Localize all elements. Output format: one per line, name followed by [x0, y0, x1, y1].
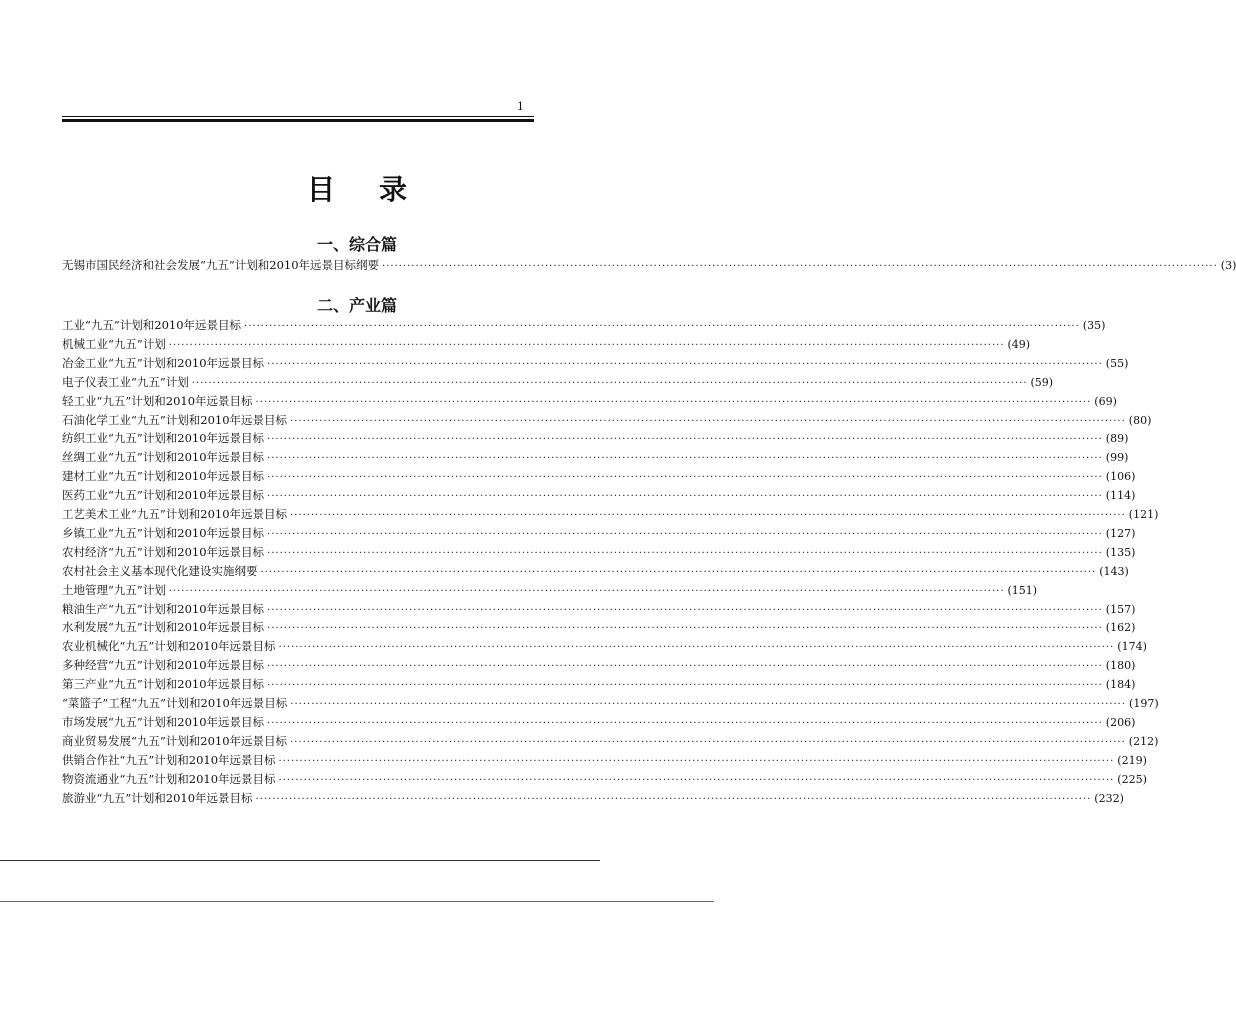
toc-entry [62, 506, 1159, 522]
toc-entry [62, 695, 1159, 711]
toc-entry-page: (99) [1105, 451, 1129, 465]
toc-entry [62, 657, 1136, 673]
toc-entry-title: “菜篮子”工程“九五”计划和2010年远景目标 [62, 696, 288, 710]
toc-entry-title: 土地管理“九五”计划 [62, 582, 166, 597]
scan-edge-rule [0, 901, 714, 902]
toc-entry-page: (69) [1094, 394, 1117, 408]
toc-entry-title: 多种经营“九五”计划和2010年远景目标 [62, 658, 265, 673]
toc-entry-title: 乡镇工业“九五”计划和2010年远景目标 [62, 525, 265, 540]
toc-entry-page: (80) [1128, 413, 1152, 427]
toc-entry-title: 粮油生产“九五”计划和2010年远景目标 [62, 601, 265, 616]
toc-entry-title: 无锡市国民经济和社会发展“九五”计划和2010年远景目标纲要 [62, 258, 380, 272]
toc-leader-dots: ········································································································································································································ [290, 415, 1126, 427]
toc-entry-title: 电子仪表工业“九五”计划 [62, 374, 189, 389]
toc-entry [62, 752, 1147, 768]
toc-entry-title: 工艺美术工业“九五”计划和2010年远景目标 [62, 507, 288, 521]
toc-entry-page: (55) [1105, 356, 1129, 370]
toc-entry-title: 医药工业“九五”计划和2010年远景目标 [62, 488, 265, 503]
toc-entry [62, 355, 1129, 371]
toc-entry-title: 机械工业“九五”计划 [62, 336, 166, 351]
toc-entry-title: 供销合作社“九五”计划和2010年远景目标 [62, 752, 276, 767]
toc-entry-title: 第三产业“九五”计划和2010年远景目标 [62, 677, 265, 692]
toc-leader-dots: ········································································································································································································ [244, 321, 1080, 332]
toc-leader-dots: ········································································································································································································ [191, 377, 1028, 389]
toc-leader-dots: ········································································································································································································ [278, 755, 1115, 767]
toc-leader-dots: ········································································································································································································ [267, 472, 1103, 484]
toc-entry [62, 257, 1236, 273]
toc-entry-title: 农业机械化“九五”计划和2010年远景目标 [62, 639, 276, 654]
toc-entry-page: (114) [1105, 489, 1136, 503]
toc-entry-title: 农村社会主义基本现代化建设实施纲要 [62, 563, 258, 578]
toc-entry-title: 纺织工业“九五”计划和2010年远景目标 [62, 431, 265, 446]
toc-entry-title: 商业贸易发展“九五”计划和2010年远景目标 [62, 733, 288, 748]
toc-entry-page: (197) [1129, 697, 1159, 710]
toc-entry [62, 317, 1106, 333]
toc-entry-page: (143) [1099, 564, 1129, 578]
toc-leader-dots: ········································································································································································································ [267, 491, 1103, 503]
toc-entry-title: 冶金工业“九五”计划和2010年远景目标 [62, 355, 265, 370]
toc-entry-title: 旅游业“九五”计划和2010年远景目标 [62, 790, 253, 805]
toc-leader-dots: ········································································································································································································ [267, 680, 1103, 692]
toc-entry [62, 771, 1147, 787]
section-heading-general: 一、综合篇 [316, 235, 397, 254]
toc-entry-page: (151) [1007, 583, 1038, 597]
toc-entry [62, 714, 1136, 730]
toc-leader-dots: ········································································································································································································ [267, 623, 1103, 635]
toc-leader-dots: ········································································································································································································ [267, 717, 1103, 729]
toc-entry-page: (157) [1105, 602, 1136, 616]
toc-entry-page: (206) [1105, 715, 1136, 729]
toc-leader-dots: ········································································································································································································ [267, 547, 1103, 559]
toc-leader-dots: ········································································································································································································ [260, 566, 1097, 578]
toc-entry-title: 石油化学工业“九五”计划和2010年远景目标 [62, 412, 288, 427]
toc-leader-dots: ········································································································································································································ [255, 793, 1092, 805]
toc-entry [62, 676, 1136, 692]
toc-leader-dots: ········································································································································································································ [278, 774, 1115, 786]
toc-entry [62, 790, 1124, 806]
toc-leader-dots: ········································································································································································································ [290, 736, 1126, 748]
toc-entry-page: (89) [1105, 432, 1129, 446]
toc-entry-title: 农村经济“九五”计划和2010年远景目标 [62, 544, 265, 559]
toc-leader-dots: ········································································································································································································ [290, 510, 1126, 521]
toc-entry-title: 丝绸工业“九五”计划和2010年远景目标 [62, 450, 265, 465]
toc-entry-page: (174) [1117, 640, 1147, 654]
toc-entry [62, 601, 1136, 617]
toc-entry [62, 638, 1147, 654]
toc-entry-page: (106) [1105, 470, 1136, 484]
toc-entry [62, 733, 1159, 749]
toc-entry-page: (59) [1030, 375, 1054, 389]
toc-leader-dots: ········································································································································································································ [382, 261, 1218, 272]
header-rule-thick [62, 119, 534, 122]
toc-entry-title: 物资流通业“九五”计划和2010年远景目标 [62, 771, 276, 786]
page-number: 1 [517, 100, 524, 113]
toc-entry [62, 487, 1136, 503]
toc-leader-dots: ········································································································································································································ [290, 699, 1127, 710]
toc-leader-dots: ········································································································································································································ [255, 396, 1092, 408]
toc-entry-title: 工业“九五”计划和2010年远景目标 [62, 318, 242, 332]
toc-leader-dots: ········································································································································································································ [267, 453, 1103, 465]
toc-leader-dots: ········································································································································································································ [267, 604, 1103, 616]
toc-entry-page: (232) [1094, 791, 1124, 805]
toc-entry-title: 轻工业“九五”计划和2010年远景目标 [62, 393, 253, 408]
toc-leader-dots: ········································································································································································································ [267, 434, 1103, 446]
toc-entry-page: (135) [1105, 545, 1136, 559]
toc-entry-page: (49) [1007, 337, 1031, 351]
page-title: 目录 [306, 173, 451, 206]
header-rule-thin [62, 116, 534, 117]
toc-entry-page: (180) [1105, 659, 1136, 673]
toc-entry [62, 619, 1136, 635]
toc-entry [62, 468, 1136, 484]
toc-entry [62, 336, 1031, 352]
toc-entry-title: 水利发展“九五”计划和2010年远景目标 [62, 620, 265, 635]
toc-entry-title: 市场发展“九五”计划和2010年远景目标 [62, 714, 265, 729]
toc-entry [62, 582, 1038, 598]
toc-entry-title: 建材工业“九五”计划和2010年远景目标 [62, 469, 265, 484]
toc-leader-dots: ········································································································································································································ [267, 358, 1103, 370]
toc-leader-dots: ········································································································································································································ [267, 528, 1103, 540]
toc-entry-page: (162) [1105, 621, 1136, 635]
toc-entry [62, 393, 1117, 409]
toc-entry [62, 544, 1136, 560]
toc-entry-page: (121) [1128, 508, 1159, 521]
section-heading-industry: 二、产业篇 [316, 296, 397, 315]
toc-leader-dots: ········································································································································································································ [267, 661, 1103, 673]
toc-entry [62, 449, 1129, 465]
toc-entry [62, 563, 1129, 579]
toc-entry-page: (225) [1117, 772, 1147, 786]
toc-entry-page: (3) [1220, 259, 1236, 272]
toc-leader-dots: ········································································································································································································ [168, 339, 1005, 351]
toc-entry-page: (35) [1082, 319, 1106, 332]
toc-entry [62, 525, 1136, 541]
toc-leader-dots: ········································································································································································································ [168, 585, 1005, 597]
toc-entry-page: (184) [1105, 678, 1136, 692]
toc-leader-dots: ········································································································································································································ [278, 642, 1115, 654]
toc-entry-page: (219) [1117, 753, 1147, 767]
toc-entry [62, 430, 1129, 446]
footer-rule [0, 860, 600, 861]
toc-entry-page: (127) [1105, 526, 1136, 540]
toc-entry-page: (212) [1128, 734, 1159, 748]
toc-entry [62, 374, 1054, 390]
toc-entry [62, 412, 1152, 428]
